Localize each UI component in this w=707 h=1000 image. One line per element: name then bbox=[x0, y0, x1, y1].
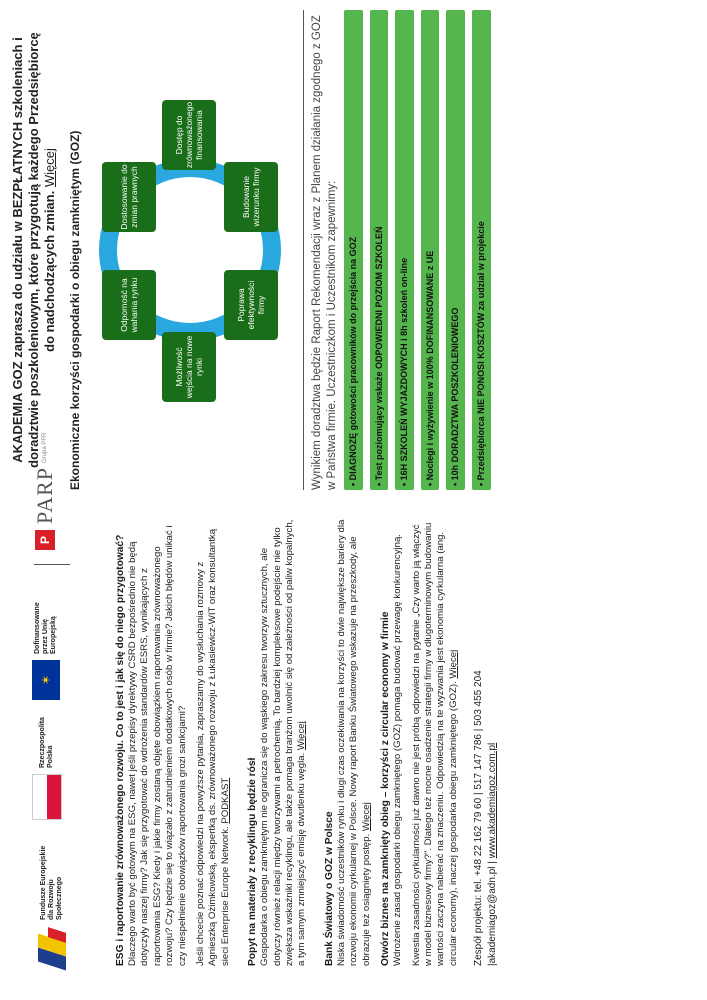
contact-block bbox=[472, 516, 500, 966]
s1-p2: Jeśli chcecie poznać odpowiedzi na powyższe pytania, zapraszamy do wysłuchania rozmowy z Agnieszką Ożimkowską, ekspertką ds. zrównoważonego rozwoju z Łukasiewicz-WIT oraz konsultantką sieci Enterprise Europe Network. PODKAST bbox=[195, 528, 231, 966]
offer-title: AKADEMIA GOZ zaprasza do udziału w BEZPŁATNYCH szkoleniach i doradztwie poszkoleniowym, które przygotują każdego Przedsiębiorcę do nadchodzących zmian. Więcej bbox=[10, 32, 57, 468]
s2-p: Gospodarka o obiegu zamkniętym nie ogranicza się do wąskiego zakresu tworzyw sztucznych, ale dotyczy również relacji między tworzywami a petrochemią. To bardziej kompleksowe podejście nie tylko zwiększa wskaźniki recyklingu, ale także pomaga branżom uwolnić się od zależności od paliw kopalnych, a tym samym zmniejszyć emisję dwutlenku węgla. Więcej bbox=[259, 519, 308, 966]
eu-logo-text: Dofinansowane przez Unię Europejską bbox=[34, 602, 57, 654]
cycle-box-6: Możliwość wejścia na nowe rynki bbox=[162, 332, 216, 402]
s4-p1: Wdrożenie zasad gospodarki obiegu zamkniętego (GOZ) pomaga budować przewagę konkurencyjną. bbox=[392, 534, 404, 966]
parp-mark-icon: P bbox=[35, 530, 55, 550]
pl-flag-icon bbox=[32, 774, 62, 820]
benefit-bar: • Test poziomujący wskaże ODPOWIEDNI POZIOM SZKOLEŃ bbox=[370, 10, 389, 490]
divider bbox=[303, 10, 304, 490]
eu-flag-icon: ✶ bbox=[32, 660, 60, 700]
fe-logo-text: Fundusze Europejskie dla Rozwoju Społecznego bbox=[40, 845, 63, 920]
benefit-cycle bbox=[82, 10, 297, 490]
s4-title: Otwórz biznes na zamknięty obieg – korzyści z circular economy w firmie bbox=[380, 611, 392, 966]
fe-logo-icon bbox=[32, 926, 72, 970]
s3-p: Niska świadomość uczestników rynku i długi czas oczekiwania na korzyści to dwie największe bariery dla rozwoju ekonomii cyrkularnej w Polsce. Nowy raport Banku Światowego wskazuje na przeszkody, ale obrazuje też osiągnięty postęp. Więcej bbox=[335, 519, 372, 966]
parp-name: PARP bbox=[32, 466, 57, 524]
cycle-heading: Ekonomiczne korzyści gospodarki o obiegu zamkniętym (GOZ) bbox=[68, 130, 82, 490]
offer-column bbox=[10, 10, 498, 490]
benefit-bar: • Noclegi i wyżywienie w 100% DOFINANSOWANE z UE bbox=[421, 10, 440, 490]
podcast-link[interactable]: PODKAST bbox=[219, 777, 231, 824]
cycle-ring-icon bbox=[82, 10, 297, 490]
benefit-bar: • 10h DORADZTWA POSZKOLENIOWEGO bbox=[446, 10, 465, 490]
offer-more-link[interactable]: Więcej bbox=[42, 148, 57, 188]
benefit-bar: • Przedsiębiorca NIE PONOSI KOSZTÓW za udział w projekcie bbox=[472, 10, 491, 490]
fe-logo bbox=[32, 840, 72, 970]
s3-title: Bank Światowy o GOZ w Polsce bbox=[323, 811, 335, 966]
cycle-box-2: Dostosowanie do zmian prawnych bbox=[102, 162, 156, 232]
parp-sub: Grupa PFR bbox=[42, 432, 48, 463]
s1-title: ESG i raportowanie zrównoważonego rozwoju. Co to jest i jak się do niego przygotować? bbox=[115, 534, 126, 966]
s2-more-link[interactable]: Więcej bbox=[296, 721, 308, 751]
benefit-bar: • DIAGNOZĘ gotowości pracowników do przejścia na GOZ bbox=[344, 10, 363, 490]
pl-logo-text: Rzeczpospolita Polska bbox=[39, 717, 54, 768]
cycle-box-3: Dostęp do zrównoważonego finansowania bbox=[162, 100, 216, 170]
pl-logo bbox=[32, 708, 62, 820]
benefits-intro: Wynikiem doradztwa będzie Raport Rekomendacji wraz z Planem działania zgodnego z GOZ w Państwa firmie. Uczestniczkom i Uczestnikom zapewnimy: bbox=[311, 15, 338, 490]
logo-divider bbox=[34, 564, 70, 565]
website-link[interactable]: www.akademiagoz.com.pl bbox=[487, 742, 499, 859]
benefits-list bbox=[344, 10, 491, 490]
benefit-bar: • 16H SZKOLEŃ WYJAZDOWYCH i 8h szkoleń on-line bbox=[395, 10, 414, 490]
s2-title: Popyt na materiały z recyklingu będzie rósł bbox=[247, 757, 259, 966]
cycle-box-4: Budowanie wizerunku firmy bbox=[224, 162, 278, 232]
contact-web: |akademiagoz@adn.pl | www.akademiagoz.com.pl bbox=[487, 742, 499, 966]
eu-logo bbox=[32, 584, 60, 700]
news-column bbox=[114, 516, 500, 966]
contact-phones: Zespół projektu: tel. +48 22 162 79 60 | 517 147 786 | 503 455 204 bbox=[473, 670, 485, 966]
cycle-box-5: Poprawa efektywności firmy bbox=[224, 270, 278, 340]
s1-p1: Dlaczego warto być gotowym na ESG, nawet jeśli przepisy dyrektywy CSRD bezpośrednio nie będą dotyczyły naszej firmy? Jak się przygotować do wdrożenia standardów ESRS, wynikających z raportowania ESG? Kiedy i jakie firmy zostaną objęte obowiązkiem raportowania zrównoważonego rozwoju? Czy będzie się to wiązało z zatrudnieniem dodatkowych osób w firmie? Jakich błędów unikać i czy niespełnienie obowiązków raportowania grozi sankcjami? bbox=[127, 525, 188, 966]
s4-p2: Kwestia zasadności cyrkularności już dawno nie jest próbą odpowiedzi na pytanie „Czy warto ją włączyć w model biznesowy firmy?". Dlatego też mocne osadzenie strategii firmy w długoterminowym budowaniu wartości zaczyna nabierać na znaczeniu. Odpowiedzią na te wyzwania jest ekonomia cyrkularna (ang. circular economy), inaczej gospodarka obiegu zamkniętego (GOZ). Więcej bbox=[410, 522, 459, 966]
s4-more-link[interactable]: Więcej bbox=[447, 649, 459, 679]
cycle-box-1: Odporność na wahania rynku bbox=[102, 270, 156, 340]
s3-more-link[interactable]: Więcej bbox=[360, 802, 372, 832]
